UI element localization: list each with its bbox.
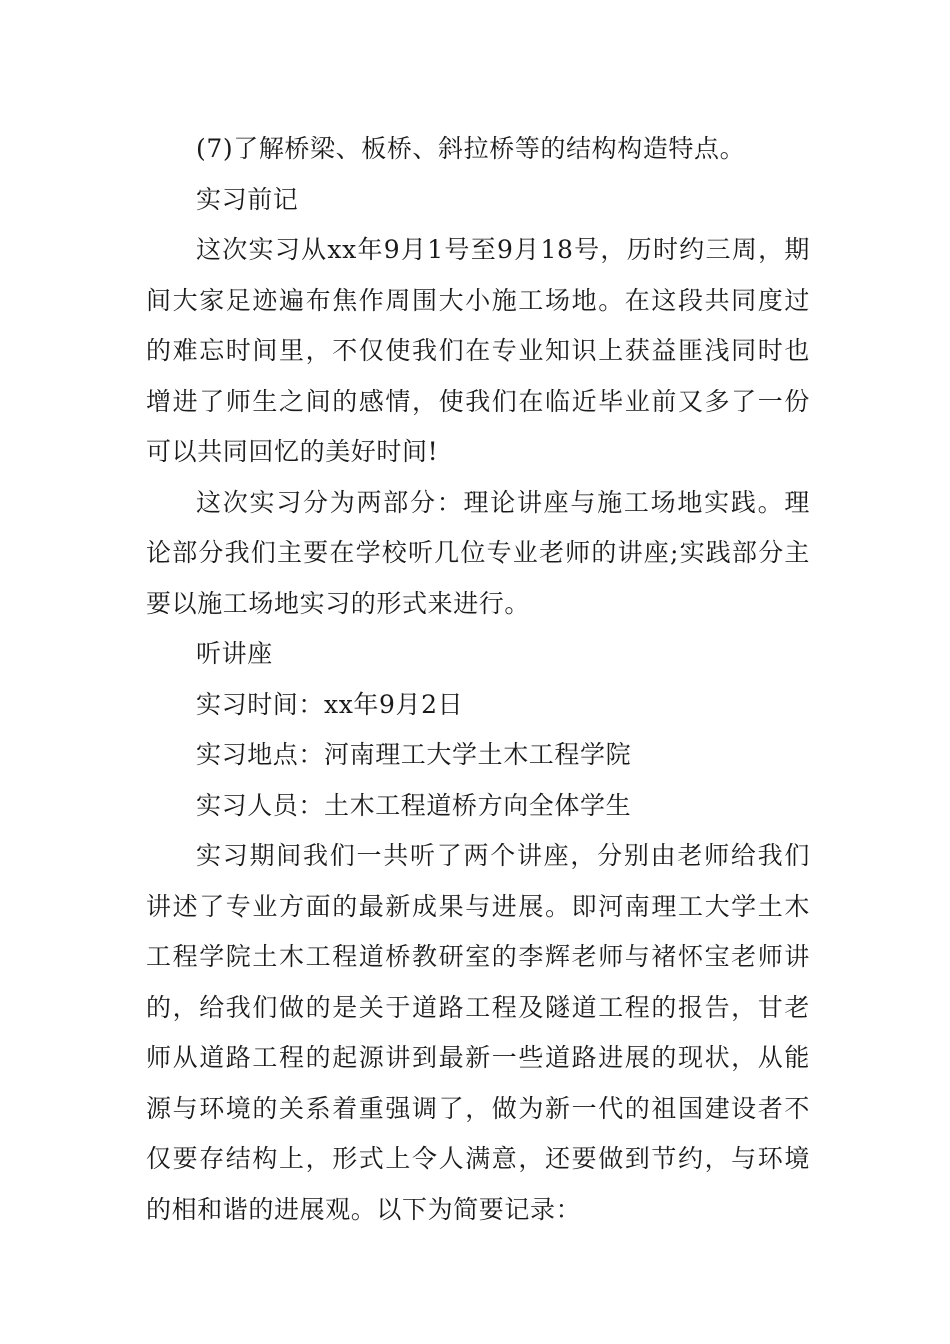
internship-time: 实习时间：xx年9月2日 [196, 689, 464, 719]
lecture-summary-paragraph: 实习期间我们一共听了两个讲座，分别由老师给我们讲述了专业方面的最新成果与进展。即河南理工大学土木工程学院土木工程道桥教研室的李辉老师与褚怀宝老师讲的，给我们做的是关于道路工程及隧道工程的报告，甘老师从道路工程的起源讲到最新一些道路进展的现状，从能源与环境的关系着重强调了，做为新一代的祖国建设者不仅要存结构上，形式上令人满意，还要做到节约，与环境的相和谐的进展观。以下为简要记录： [146, 841, 810, 1224]
section-heading-lectures: 听讲座 [196, 639, 273, 668]
section-heading-preface: 实习前记 [196, 184, 299, 214]
document-body [146, 124, 810, 1235]
structure-paragraph: 这次实习分为两部分：理论讲座与施工场地实践。理论部分我们主要在学校听几位专业老师的讲座;实践部分主要以施工场地实习的形式来进行。 [146, 487, 810, 618]
internship-participants: 实习人员：土木工程道桥方向全体学生 [196, 790, 632, 820]
internship-location: 实习地点：河南理工大学土木工程学院 [196, 740, 632, 769]
objective-item-7: (7)了解桥梁、板桥、斜拉桥等的结构构造特点。 [196, 134, 746, 163]
preface-paragraph: 这次实习从xx年9月1号至9月18号，历时约三周，期间大家足迹遍布焦作周围大小施工场地。在这段共同度过的难忘时间里，不仅使我们在专业知识上获益匪浅同时也增进了师生之间的感情，使我们在临近毕业前又多了一份可以共同回忆的美好时间! [146, 235, 810, 466]
